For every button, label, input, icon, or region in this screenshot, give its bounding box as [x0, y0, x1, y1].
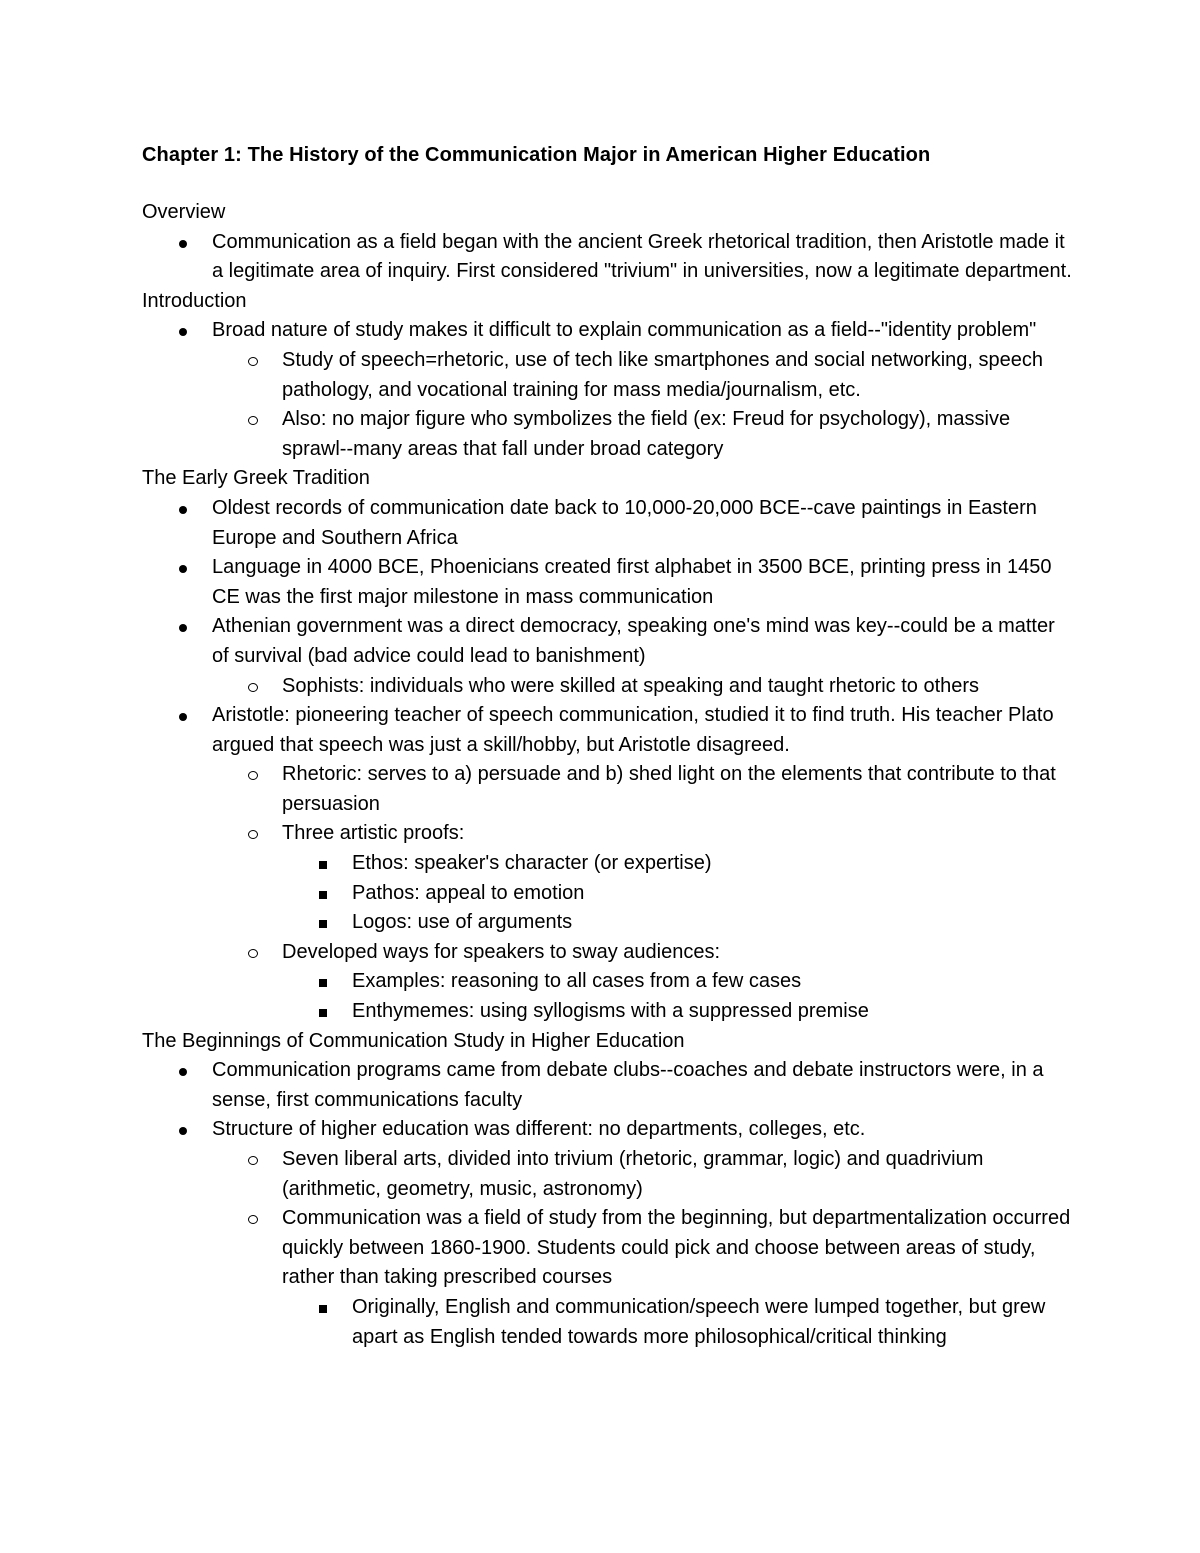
- artistic-proofs-list: [142, 849, 1072, 938]
- section-heading-overview: Overview: [142, 201, 226, 223]
- list-item: Athenian government was a direct democracy, speaking one's mind was key--could be a matter of survival (bad advice could lead to banishment): [142, 612, 1072, 671]
- list-item: Logos: use of arguments: [142, 908, 1072, 938]
- sway-audiences-list: [142, 967, 1072, 1026]
- introduction-sublist: [142, 346, 1072, 464]
- list-item: Communication as a field began with the ancient Greek rhetorical tradition, then Aristotle made it a legitimate area of inquiry. First considered "trivium" in universities, now a legitimate department.: [142, 228, 1072, 287]
- list-item: Aristotle: pioneering teacher of speech communication, studied it to find truth. His teacher Plato argued that speech was just a skill/hobby, but Aristotle disagreed.: [142, 701, 1072, 760]
- document-page: [142, 140, 1072, 1352]
- greek-list-b: [142, 701, 1072, 760]
- overview-list: [142, 228, 1072, 287]
- beginnings-sublist: [142, 1145, 1072, 1293]
- section-heading-beginnings: The Beginnings of Communication Study in Higher Education: [142, 1029, 685, 1052]
- beginnings-subsublist: [142, 1293, 1072, 1352]
- list-item: Structure of higher education was different: no departments, colleges, etc.: [142, 1115, 1072, 1145]
- list-item: Oldest records of communication date back to 10,000-20,000 BCE--cave paintings in Eastern Europe and Southern Africa: [142, 494, 1072, 553]
- list-item: Rhetoric: serves to a) persuade and b) shed light on the elements that contribute to that persuasion: [142, 760, 1072, 819]
- list-item: Pathos: appeal to emotion: [142, 879, 1072, 909]
- greek-sublist-b: [142, 760, 1072, 849]
- list-item: Three artistic proofs:: [142, 819, 1072, 849]
- list-item: Communication programs came from debate clubs--coaches and debate instructors were, in a sense, first communications faculty: [142, 1056, 1072, 1115]
- greek-list-a: [142, 494, 1072, 672]
- list-item: Communication was a field of study from the beginning, but departmentalization occurred quickly between 1860-1900. Students could pick and choose between areas of study, rather than taking prescribed courses: [142, 1204, 1072, 1293]
- document-title: Chapter 1: The History of the Communication Major in American Higher Education: [142, 144, 931, 166]
- list-item: Enthymemes: using syllogisms with a suppressed premise: [142, 997, 1072, 1027]
- list-item: Originally, English and communication/speech were lumped together, but grew apart as English tended towards more philosophical/critical thinking: [142, 1293, 1072, 1352]
- list-item: Examples: reasoning to all cases from a few cases: [142, 967, 1072, 997]
- greek-sublist-c: [142, 938, 1072, 968]
- list-item: Ethos: speaker's character (or expertise): [142, 849, 1072, 879]
- list-item: Also: no major figure who symbolizes the field (ex: Freud for psychology), massive sprawl--many areas that fall under broad category: [142, 405, 1072, 464]
- section-heading-greek-tradition: The Early Greek Tradition: [142, 467, 370, 490]
- list-item: Seven liberal arts, divided into trivium (rhetoric, grammar, logic) and quadrivium (arithmetic, geometry, music, astronomy): [142, 1145, 1072, 1204]
- greek-sublist-a: [142, 672, 1072, 702]
- list-item: Language in 4000 BCE, Phoenicians created first alphabet in 3500 BCE, printing press in 1450 CE was the first major milestone in mass communication: [142, 553, 1072, 612]
- introduction-list: [142, 316, 1072, 346]
- list-item: Developed ways for speakers to sway audiences:: [142, 938, 1072, 968]
- list-item: Broad nature of study makes it difficult to explain communication as a field--"identity problem": [142, 316, 1072, 346]
- list-item: Sophists: individuals who were skilled at speaking and taught rhetoric to others: [142, 672, 1072, 702]
- list-item: Study of speech=rhetoric, use of tech like smartphones and social networking, speech pathology, and vocational training for mass media/journalism, etc.: [142, 346, 1072, 405]
- section-heading-introduction: Introduction: [142, 289, 247, 312]
- beginnings-list: [142, 1056, 1072, 1145]
